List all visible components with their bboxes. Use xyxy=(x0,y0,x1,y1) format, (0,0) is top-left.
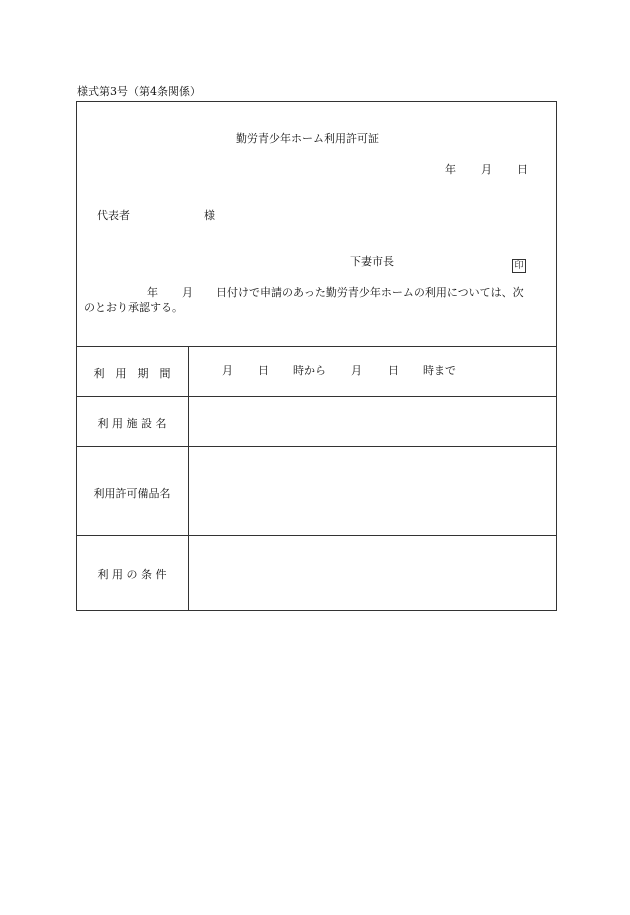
label-permitted-equipment: 利用許可備品名 xyxy=(93,487,171,500)
date-year-label: 年 xyxy=(445,163,456,176)
form-title: 勤労青少年ホーム利用許可証 xyxy=(236,132,379,145)
permitted-equipment-field[interactable] xyxy=(190,448,554,533)
body-month-label: 月 xyxy=(182,286,193,299)
body-line-1: 日付けで申請のあった勤労青少年ホームの利用については、次 xyxy=(216,286,524,299)
label-usage-conditions: 利 用 の 条 件 xyxy=(97,568,167,581)
period-start-hour: 時から xyxy=(293,364,326,377)
issuer-name: 下妻市長 xyxy=(350,255,394,268)
form-reference: 様式第3号（第4条関係） xyxy=(77,85,201,98)
label-column-divider xyxy=(188,346,189,610)
label-facility-name: 利 用 施 設 名 xyxy=(97,417,167,430)
usage-conditions-field[interactable] xyxy=(190,537,554,608)
facility-name-field[interactable] xyxy=(190,398,554,444)
seal-label: 印 xyxy=(512,259,526,273)
period-end-day: 日 xyxy=(388,364,399,377)
period-end-hour: 時まで xyxy=(423,364,456,377)
body-year-label: 年 xyxy=(147,286,158,299)
row-divider xyxy=(76,396,557,397)
row-divider xyxy=(76,535,557,536)
body-line-2: のとおり承認する。 xyxy=(84,301,183,314)
row-divider xyxy=(76,446,557,447)
date-day-label: 日 xyxy=(517,163,528,176)
date-month-label: 月 xyxy=(481,163,492,176)
period-start-month: 月 xyxy=(222,364,233,377)
addressee-honorific: 様 xyxy=(204,209,215,222)
seal-mark xyxy=(512,255,526,273)
table-top-border xyxy=(76,346,557,347)
period-start-day: 日 xyxy=(258,364,269,377)
period-end-month: 月 xyxy=(351,364,362,377)
addressee-label: 代表者 xyxy=(97,209,130,222)
label-usage-period: 利 用 期 間 xyxy=(93,367,171,380)
